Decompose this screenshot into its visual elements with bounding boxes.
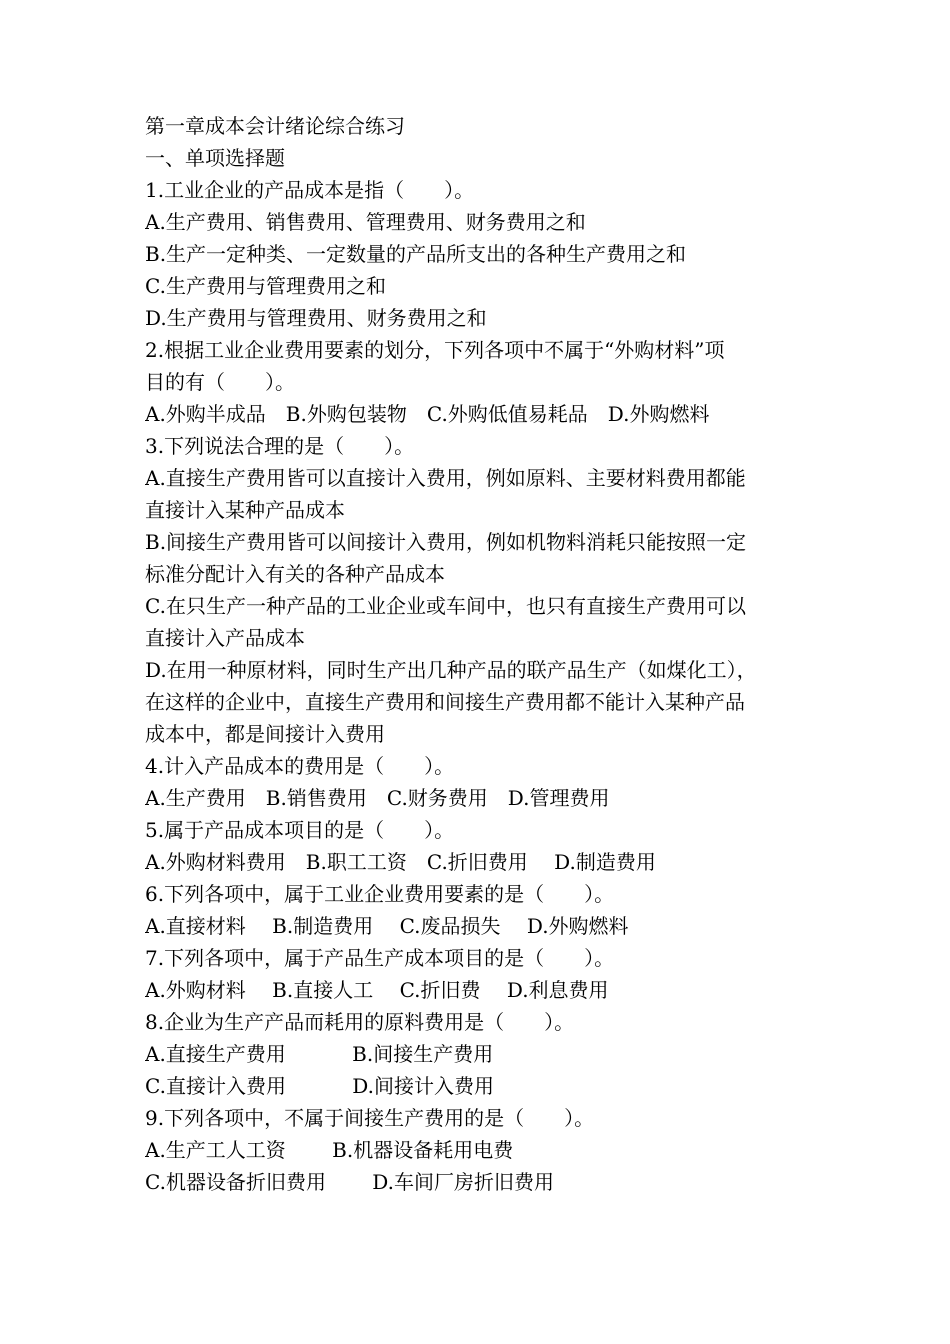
question-6-options: A.直接材料 B.制造费用 C.废品损失 D.外购燃料 xyxy=(145,914,629,938)
question-1: 1.工业企业的产品成本是指（ ）。 xyxy=(145,178,475,202)
question-4: 4.计入产品成本的费用是（ ）。 xyxy=(145,754,455,778)
question-3-option-d-end: 成本中，都是间接计入费用 xyxy=(145,722,385,746)
question-3-option-a-continued: 直接计入某种产品成本 xyxy=(145,498,345,522)
question-1-option-b: B.生产一定种类、一定数量的产品所支出的各种生产费用之和 xyxy=(145,242,687,266)
question-9: 9.下列各项中，不属于间接生产费用的是（ ）。 xyxy=(145,1106,595,1130)
question-1-option-d: D.生产费用与管理费用、财务费用之和 xyxy=(145,306,487,330)
question-9-options-cd: C.机器设备折旧费用 D.车间厂房折旧费用 xyxy=(145,1170,554,1194)
question-3-option-d-continued: 在这样的企业中，直接生产费用和间接生产费用都不能计入某种产品 xyxy=(145,690,745,714)
question-8-options-cd: C.直接计入费用 D.间接计入费用 xyxy=(145,1074,494,1098)
question-5-options: A.外购材料费用 B.职工工资 C.折旧费用 D.制造费用 xyxy=(145,850,656,874)
question-7-options: A.外购材料 B.直接人工 C.折旧费 D.利息费用 xyxy=(145,978,609,1002)
question-5: 5.属于产品成本项目的是（ ）。 xyxy=(145,818,455,842)
question-3-option-c: C.在只生产一种产品的工业企业或车间中，也只有直接生产费用可以 xyxy=(145,594,746,618)
chapter-title: 第一章成本会计绪论综合练习 xyxy=(145,114,405,138)
question-2: 2.根据工业企业费用要素的划分，下列各项中不属于“外购材料”项 xyxy=(145,338,725,362)
question-3-option-b-continued: 标准分配计入有关的各种产品成本 xyxy=(145,562,445,586)
question-4-options: A.生产费用 B.销售费用 C.财务费用 D.管理费用 xyxy=(145,786,610,810)
question-8: 8.企业为生产产品而耗用的原料费用是（ ）。 xyxy=(145,1010,575,1034)
question-8-options-ab: A.直接生产费用 B.间接生产费用 xyxy=(145,1042,494,1066)
section-heading: 一、单项选择题 xyxy=(145,146,285,170)
question-1-option-a: A.生产费用、销售费用、管理费用、财务费用之和 xyxy=(145,210,586,234)
question-3-option-c-continued: 直接计入产品成本 xyxy=(145,626,305,650)
question-1-option-c: C.生产费用与管理费用之和 xyxy=(145,274,386,298)
question-3-option-a: A.直接生产费用皆可以直接计入费用，例如原料、主要材料费用都能 xyxy=(145,466,746,490)
question-7: 7.下列各项中，属于产品生产成本项目的是（ ）。 xyxy=(145,946,615,970)
question-2-options: A.外购半成品 B.外购包装物 C.外购低值易耗品 D.外购燃料 xyxy=(145,402,710,426)
question-6: 6.下列各项中，属于工业企业费用要素的是（ ）。 xyxy=(145,882,615,906)
question-9-options-ab: A.生产工人工资 B.机器设备耗用电费 xyxy=(145,1138,514,1162)
question-3-option-d: D.在用一种原材料，同时生产出几种产品的联产品生产（如煤化工）， xyxy=(145,658,757,682)
question-3-option-b: B.间接生产费用皆可以间接计入费用，例如机物料消耗只能按照一定 xyxy=(145,530,747,554)
document-page xyxy=(145,110,817,1198)
question-2-continued: 目的有（ ）。 xyxy=(145,370,295,394)
question-3: 3.下列说法合理的是（ ）。 xyxy=(145,434,415,458)
